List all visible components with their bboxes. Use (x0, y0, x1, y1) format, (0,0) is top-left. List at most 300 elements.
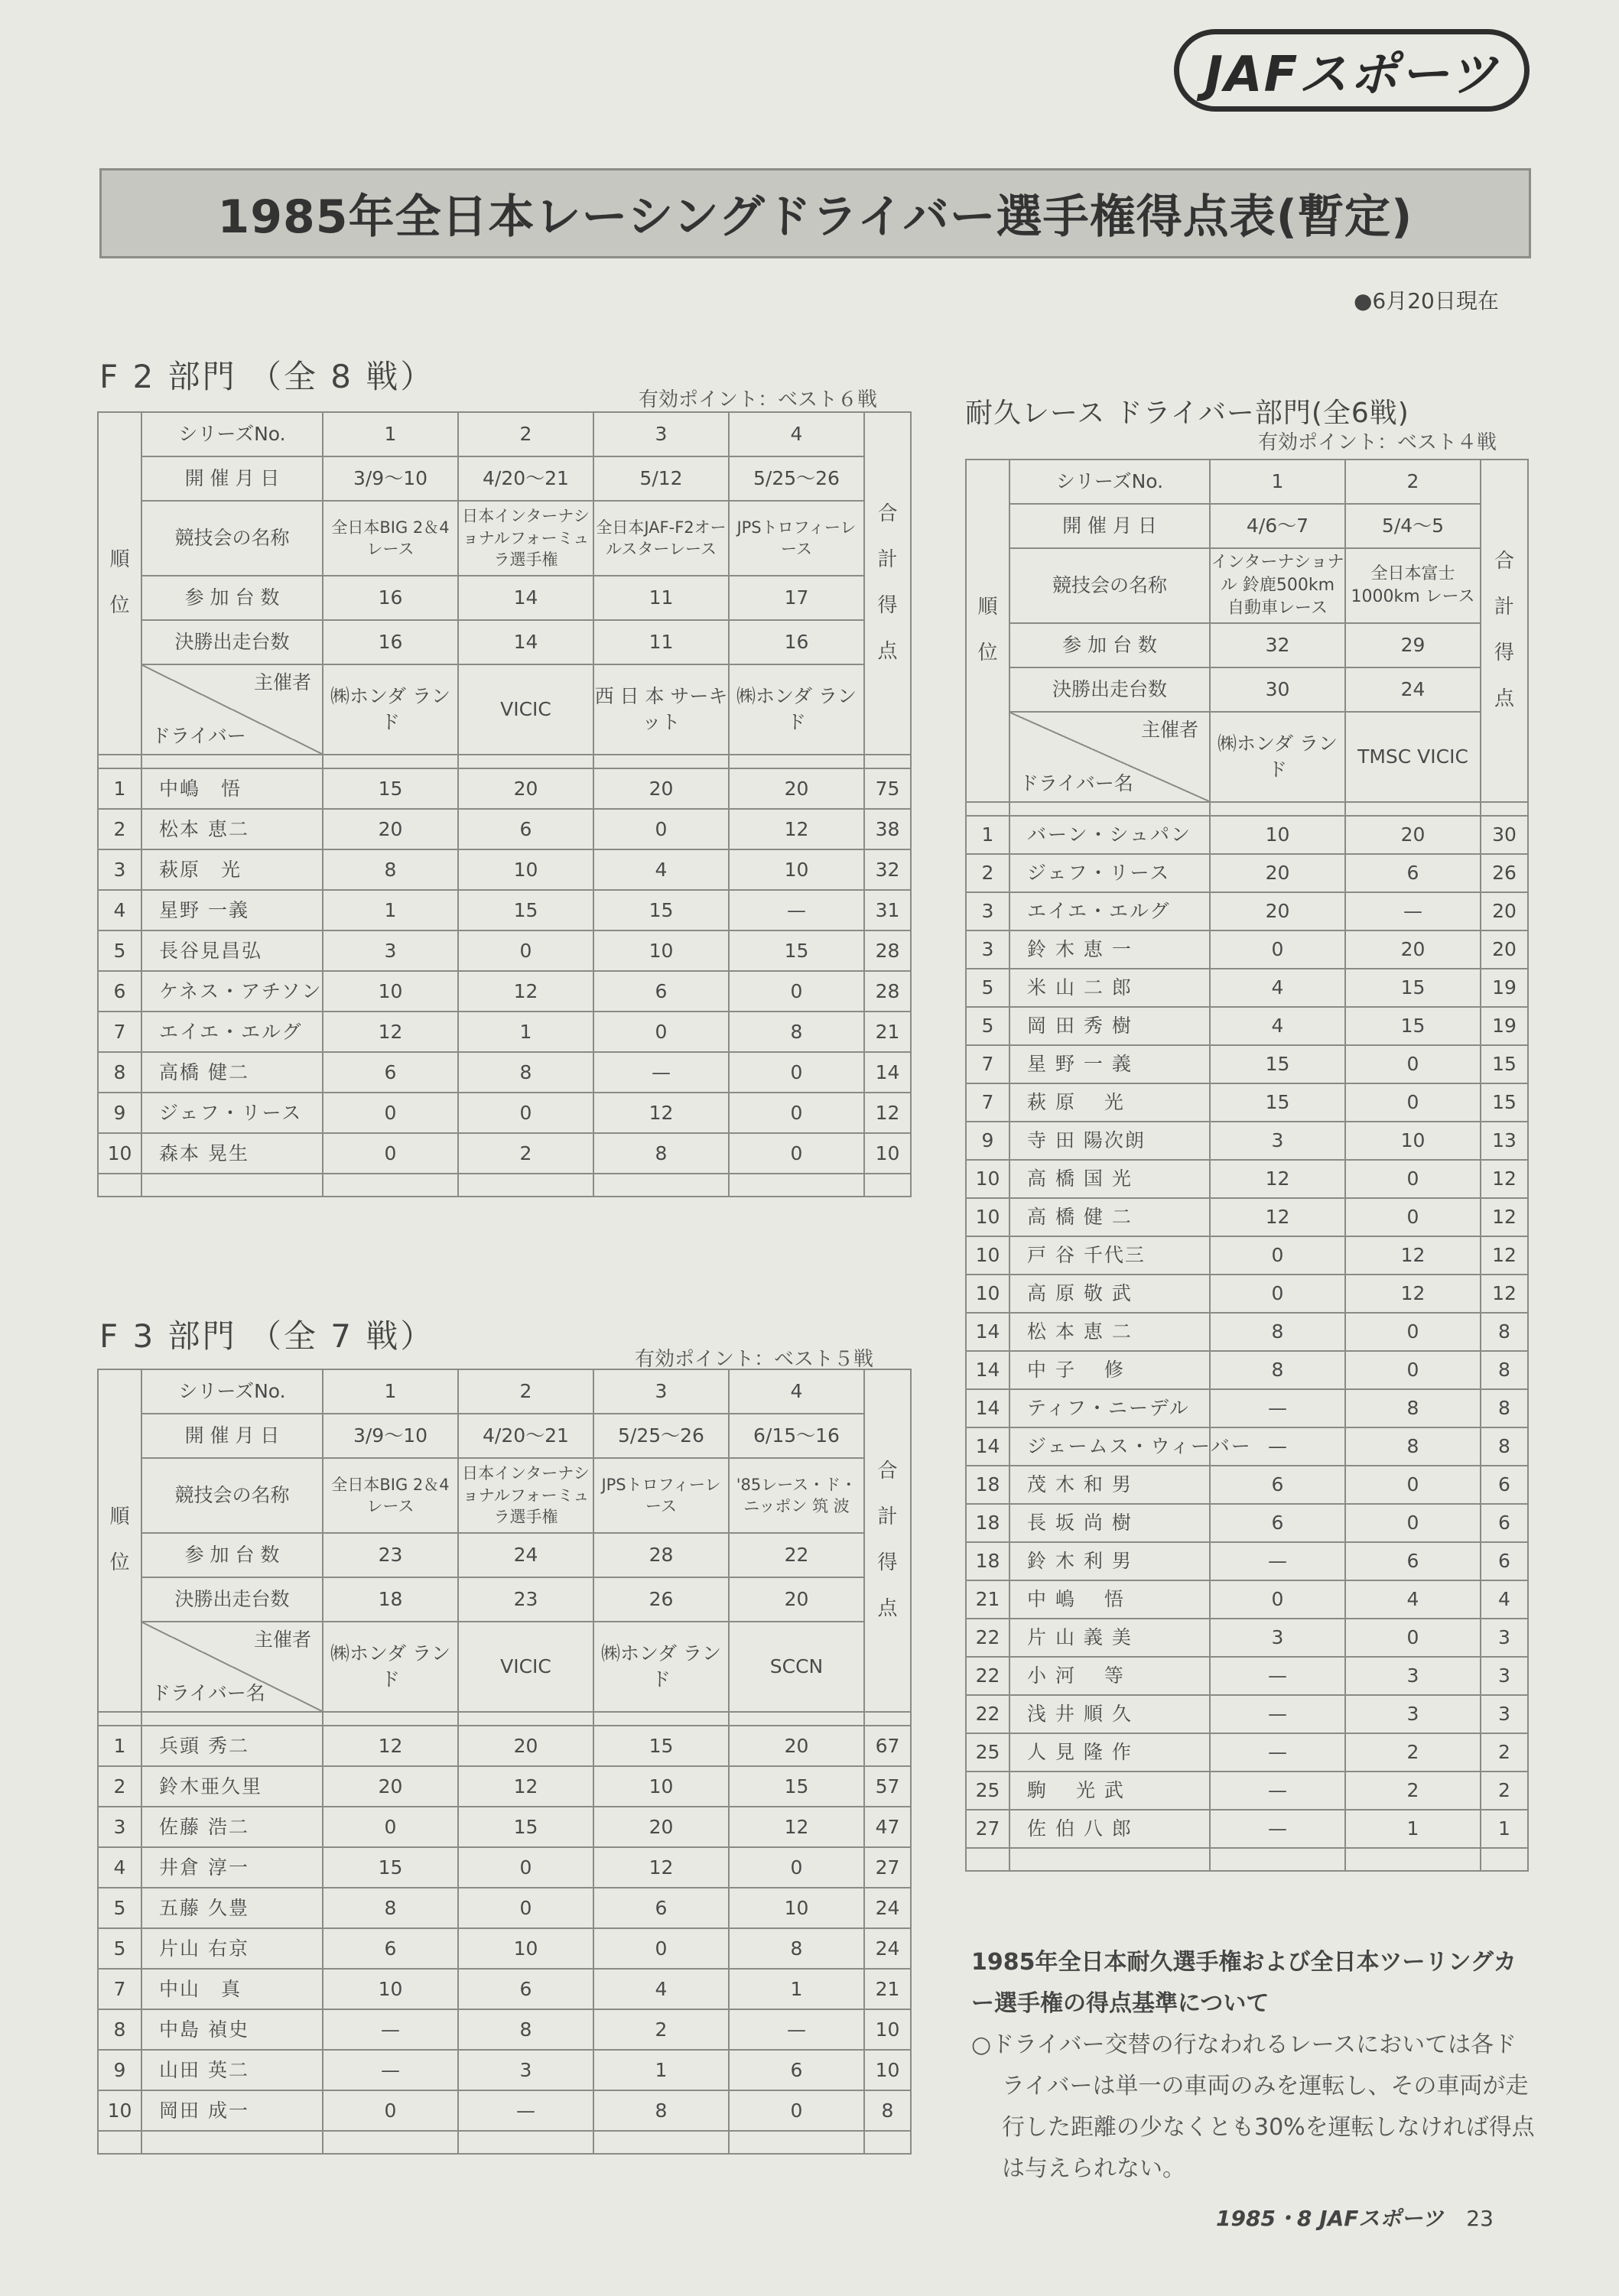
points-cell: 10 (593, 1766, 729, 1807)
spacer-cell (593, 1712, 729, 1726)
driver-cell: 佐 伯 八 郎 (1009, 1810, 1210, 1848)
driver-cell: ケネス・アチソン (141, 971, 323, 1012)
rank-cell: 22 (966, 1657, 1009, 1695)
spacer-cell (864, 1174, 911, 1197)
driver-header: ドライバー名 (151, 1682, 265, 1705)
spacer-cell (98, 755, 141, 768)
spacer-cell (1009, 802, 1210, 816)
rank-cell: 7 (98, 1012, 141, 1052)
rank-cell: 14 (966, 1389, 1009, 1427)
points-cell: 20 (729, 768, 864, 809)
table-row (966, 1466, 1528, 1504)
points-cell: 12 (729, 1807, 864, 1847)
points-cell: 12 (593, 1847, 729, 1888)
entrants-header: 参 加 台 数 (141, 576, 323, 620)
points-cell: 6 (1345, 854, 1481, 892)
points-cell: 0 (729, 1093, 864, 1133)
total-header-label: 合計得点 (877, 502, 898, 663)
table-row (966, 892, 1528, 930)
points-cell: — (1210, 1542, 1345, 1580)
points-cell: 20 (458, 1726, 593, 1766)
total-cell: 6 (1481, 1466, 1528, 1504)
points-cell: 15 (593, 890, 729, 930)
f3-standings-table (97, 1369, 912, 2155)
spacer-cell (141, 1174, 323, 1197)
driver-cell: ジェームス・ウィーバー (1009, 1427, 1210, 1466)
driver-cell: 中 子 修 (1009, 1351, 1210, 1389)
spacer-cell (1009, 1848, 1210, 1871)
total-cell: 31 (864, 890, 911, 930)
points-cell: — (593, 1052, 729, 1093)
points-cell: 15 (458, 890, 593, 930)
points-cell: 20 (323, 809, 458, 849)
points-cell: 10 (729, 1888, 864, 1928)
f3-effective-points: 有効ポイント：ベスト５戦 (635, 1348, 874, 1371)
round-finals: 20 (729, 1577, 864, 1622)
spacer-cell (323, 2131, 458, 2154)
table-row (98, 2090, 911, 2131)
series-header: シリーズNo. (141, 412, 323, 456)
spacer-cell (323, 1712, 458, 1726)
total-cell: 8 (1481, 1389, 1528, 1427)
round-date: 3/9～10 (323, 1414, 458, 1458)
points-cell: 8 (458, 2009, 593, 2050)
points-cell: 12 (458, 1766, 593, 1807)
finals-header: 決勝出走台数 (1009, 667, 1210, 712)
points-cell: 10 (458, 1928, 593, 1969)
round-name: 日本インターナショナルフォーミュラ選手権 (458, 1458, 593, 1533)
round-date: 3/9～10 (323, 456, 458, 501)
spacer-cell (729, 1174, 864, 1197)
date-header: 開 催 月 日 (141, 1414, 323, 1458)
round-organizer: VICIC (458, 664, 593, 755)
total-cell: 19 (1481, 1007, 1528, 1045)
points-cell: — (1210, 1772, 1345, 1810)
points-cell: 20 (1210, 854, 1345, 892)
total-cell: 20 (1481, 892, 1528, 930)
rank-cell: 8 (98, 1052, 141, 1093)
points-cell: 8 (458, 1052, 593, 1093)
spacer-cell (1481, 1848, 1528, 1871)
rank-cell: 5 (966, 1007, 1009, 1045)
total-cell: 38 (864, 809, 911, 849)
organizer-driver-header (141, 1622, 323, 1712)
points-cell: — (729, 2009, 864, 2050)
spacer-cell (1210, 1848, 1345, 1871)
spacer-cell (458, 1174, 593, 1197)
finals-header: 決勝出走台数 (141, 620, 323, 664)
points-cell: 0 (1210, 1275, 1345, 1313)
notes-heading: 1985年全日本耐久選手権および全日本ツーリングカー選手権の得点基準について (971, 1949, 1517, 2017)
driver-cell: 米 山 二 郎 (1009, 969, 1210, 1007)
driver-cell: 戸 谷 千代三 (1009, 1236, 1210, 1275)
points-cell: 0 (729, 2090, 864, 2131)
f2-standings-table (97, 411, 912, 1197)
rank-cell: 18 (966, 1504, 1009, 1542)
points-cell: 0 (593, 809, 729, 849)
points-cell: 0 (1210, 930, 1345, 969)
magazine-logo: JAFスポーツ (1174, 29, 1530, 112)
table-row (966, 1351, 1528, 1389)
points-cell: 10 (323, 1969, 458, 2009)
table-row (966, 1427, 1528, 1466)
points-cell: 0 (323, 2090, 458, 2131)
points-cell: 15 (729, 1766, 864, 1807)
rank-cell: 3 (966, 930, 1009, 969)
date-note: ●6月20日現在 (1354, 288, 1499, 313)
total-cell: 3 (1481, 1695, 1528, 1733)
points-cell: 0 (1345, 1045, 1481, 1083)
driver-cell: 高橋 健二 (141, 1052, 323, 1093)
total-cell: 12 (1481, 1275, 1528, 1313)
points-cell: 3 (1345, 1695, 1481, 1733)
table-row (966, 1198, 1528, 1236)
points-cell: 10 (593, 930, 729, 971)
points-cell: 20 (1345, 930, 1481, 969)
points-cell: 20 (593, 1807, 729, 1847)
points-cell: 6 (323, 1052, 458, 1093)
total-header (1481, 460, 1528, 802)
points-cell: 8 (593, 2090, 729, 2131)
points-cell: 15 (1210, 1045, 1345, 1083)
round-finals: 11 (593, 620, 729, 664)
total-cell: 6 (1481, 1542, 1528, 1580)
table-row (98, 1847, 911, 1888)
rank-cell: 14 (966, 1313, 1009, 1351)
points-cell: 20 (729, 1726, 864, 1766)
spacer-cell (323, 755, 458, 768)
points-cell: 12 (1345, 1236, 1481, 1275)
rank-header (966, 460, 1009, 802)
points-cell: 6 (458, 809, 593, 849)
f3-section-title: F 3 部門 （全 7 戦） (99, 1317, 435, 1355)
driver-cell: ジェフ・リース (1009, 854, 1210, 892)
total-header (864, 412, 911, 755)
round-finals: 18 (323, 1577, 458, 1622)
round-no: 3 (593, 412, 729, 456)
round-date: 5/25～26 (729, 456, 864, 501)
points-cell: 0 (1345, 1504, 1481, 1542)
table-row (966, 1619, 1528, 1657)
organizer-header: 主催者 (253, 1629, 311, 1651)
driver-cell: エイエ・エルグ (141, 1012, 323, 1052)
points-cell: 15 (323, 768, 458, 809)
total-cell: 10 (864, 1133, 911, 1174)
rank-cell: 27 (966, 1810, 1009, 1848)
points-cell: 0 (1210, 1580, 1345, 1619)
total-cell: 67 (864, 1726, 911, 1766)
rank-header-label: 順位 (109, 1505, 130, 1574)
driver-cell: 高 原 敬 武 (1009, 1275, 1210, 1313)
rank-cell: 7 (966, 1083, 1009, 1122)
points-cell: 0 (729, 1052, 864, 1093)
rank-cell: 22 (966, 1695, 1009, 1733)
driver-cell: 中島 禎史 (141, 2009, 323, 2050)
points-cell: 0 (729, 971, 864, 1012)
total-cell: 15 (1481, 1083, 1528, 1122)
footer-issue: 1985・8 JAFスポーツ (1216, 2206, 1444, 2231)
rank-cell: 10 (98, 2090, 141, 2131)
organizer-driver-header (1009, 712, 1210, 802)
rank-cell: 10 (98, 1133, 141, 1174)
driver-cell: 中山 真 (141, 1969, 323, 2009)
total-cell: 28 (864, 971, 911, 1012)
spacer-cell (98, 1174, 141, 1197)
points-cell: — (323, 2009, 458, 2050)
points-cell: — (458, 2090, 593, 2131)
table-row (98, 768, 911, 809)
rank-header-label: 順位 (109, 548, 130, 617)
rank-cell: 3 (98, 1807, 141, 1847)
round-no: 2 (458, 1369, 593, 1414)
driver-cell: 星野 一義 (141, 890, 323, 930)
rank-cell: 5 (98, 930, 141, 971)
table-row (966, 1772, 1528, 1810)
round-date: 6/15～16 (729, 1414, 864, 1458)
rank-cell: 18 (966, 1466, 1009, 1504)
points-cell: 15 (1345, 969, 1481, 1007)
table-row (966, 1580, 1528, 1619)
table-row (98, 1807, 911, 1847)
round-name: 全日本JAF-F2オールスターレース (593, 501, 729, 576)
total-cell: 27 (864, 1847, 911, 1888)
points-cell: 0 (1345, 1619, 1481, 1657)
table-row (98, 1133, 911, 1174)
total-cell: 13 (1481, 1122, 1528, 1160)
rank-cell: 1 (98, 1726, 141, 1766)
round-name: '85レース・ド・ニッポン 筑 波 (729, 1458, 864, 1533)
round-entrants: 14 (458, 576, 593, 620)
total-cell: 12 (1481, 1160, 1528, 1198)
endurance-standings-table (965, 459, 1529, 1872)
driver-cell: 片山 右京 (141, 1928, 323, 1969)
entrants-header: 参 加 台 数 (1009, 623, 1210, 667)
total-header-label: 合計得点 (877, 1460, 898, 1620)
total-cell: 57 (864, 1766, 911, 1807)
driver-cell: 森本 晃生 (141, 1133, 323, 1174)
points-cell: 15 (593, 1726, 729, 1766)
points-cell: — (1210, 1695, 1345, 1733)
points-cell: 20 (323, 1766, 458, 1807)
table-row (966, 1045, 1528, 1083)
total-cell: 28 (864, 930, 911, 971)
date-header: 開 催 月 日 (1009, 504, 1210, 548)
points-cell: 8 (1345, 1389, 1481, 1427)
driver-cell: 浅 井 順 久 (1009, 1695, 1210, 1733)
round-no: 2 (1345, 460, 1481, 504)
table-row (966, 1007, 1528, 1045)
spacer-cell (593, 755, 729, 768)
rank-cell: 9 (966, 1122, 1009, 1160)
rank-header (98, 412, 141, 755)
round-organizer: ㈱ホンダ ランド (593, 1622, 729, 1712)
points-cell: 4 (1345, 1580, 1481, 1619)
rank-cell: 10 (966, 1236, 1009, 1275)
rank-cell: 18 (966, 1542, 1009, 1580)
total-cell: 15 (1481, 1045, 1528, 1083)
round-no: 2 (458, 412, 593, 456)
round-organizer: TMSC VICIC (1345, 712, 1481, 802)
driver-header: ドライバー名 (1019, 772, 1133, 795)
points-cell: 12 (1210, 1198, 1345, 1236)
table-row (966, 930, 1528, 969)
table-row (966, 1083, 1528, 1122)
points-cell: 8 (1210, 1351, 1345, 1389)
points-cell: 6 (1210, 1504, 1345, 1542)
points-cell: — (729, 890, 864, 930)
round-organizer: ㈱ホンダ ランド (323, 664, 458, 755)
table-row (98, 1726, 911, 1766)
points-cell: 1 (593, 2050, 729, 2090)
driver-cell: 岡田 成一 (141, 2090, 323, 2131)
table-row (966, 1695, 1528, 1733)
points-cell: 6 (458, 1969, 593, 2009)
points-cell: 2 (458, 1133, 593, 1174)
driver-cell: 鈴 木 利 男 (1009, 1542, 1210, 1580)
round-no: 1 (1210, 460, 1345, 504)
rank-cell: 14 (966, 1351, 1009, 1389)
total-cell: 21 (864, 1012, 911, 1052)
rank-cell: 1 (966, 816, 1009, 854)
points-cell: 0 (593, 1928, 729, 1969)
points-cell: 20 (1210, 892, 1345, 930)
total-cell: 2 (1481, 1733, 1528, 1772)
points-cell: 0 (729, 1133, 864, 1174)
driver-cell: 高 橋 国 光 (1009, 1160, 1210, 1198)
round-entrants: 17 (729, 576, 864, 620)
total-cell: 47 (864, 1807, 911, 1847)
table-row (98, 971, 911, 1012)
round-organizer: SCCN (729, 1622, 864, 1712)
rank-cell: 21 (966, 1580, 1009, 1619)
points-cell: 2 (593, 2009, 729, 2050)
points-cell: — (1210, 1810, 1345, 1848)
driver-cell: 茂 木 和 男 (1009, 1466, 1210, 1504)
points-cell: 0 (1345, 1083, 1481, 1122)
points-cell: 12 (729, 809, 864, 849)
total-cell: 8 (1481, 1351, 1528, 1389)
rank-header (98, 1369, 141, 1712)
round-date: 4/20～21 (458, 456, 593, 501)
total-cell: 8 (1481, 1427, 1528, 1466)
points-cell: 8 (729, 1012, 864, 1052)
round-entrants: 32 (1210, 623, 1345, 667)
rank-cell: 5 (98, 1888, 141, 1928)
points-cell: — (1210, 1657, 1345, 1695)
points-cell: 8 (323, 1888, 458, 1928)
entrants-header: 参 加 台 数 (141, 1533, 323, 1577)
points-cell: 6 (1210, 1466, 1345, 1504)
total-cell: 14 (864, 1052, 911, 1093)
rank-cell: 9 (98, 2050, 141, 2090)
total-cell: 3 (1481, 1619, 1528, 1657)
points-cell: 6 (593, 1888, 729, 1928)
round-date: 4/20～21 (458, 1414, 593, 1458)
round-finals: 30 (1210, 667, 1345, 712)
round-date: 5/4～5 (1345, 504, 1481, 548)
total-cell: 75 (864, 768, 911, 809)
spacer-cell (98, 2131, 141, 2154)
spacer-cell (966, 1848, 1009, 1871)
driver-cell: 松本 恵二 (141, 809, 323, 849)
driver-cell: 萩原 光 (141, 849, 323, 890)
driver-cell: エイエ・エルグ (1009, 892, 1210, 930)
round-name: JPSトロフィーレース (593, 1458, 729, 1533)
driver-cell: 長谷見昌弘 (141, 930, 323, 971)
spacer-cell (1345, 1848, 1481, 1871)
points-cell: 8 (593, 1133, 729, 1174)
points-cell: 12 (458, 971, 593, 1012)
points-cell: 10 (323, 971, 458, 1012)
points-cell: 0 (1345, 1351, 1481, 1389)
points-cell: 10 (1345, 1122, 1481, 1160)
driver-cell: 高 橋 健 二 (1009, 1198, 1210, 1236)
round-organizer: ㈱ホンダ ランド (1210, 712, 1345, 802)
driver-cell: 萩 原 光 (1009, 1083, 1210, 1122)
table-row (966, 1542, 1528, 1580)
rank-cell: 3 (98, 849, 141, 890)
points-cell: 0 (1345, 1466, 1481, 1504)
spacer-cell (593, 2131, 729, 2154)
driver-cell: 兵頭 秀二 (141, 1726, 323, 1766)
driver-cell: 星 野 一 義 (1009, 1045, 1210, 1083)
round-date: 5/12 (593, 456, 729, 501)
table-row (98, 809, 911, 849)
points-cell: 4 (1210, 1007, 1345, 1045)
rank-cell: 14 (966, 1427, 1009, 1466)
spacer-cell (323, 1174, 458, 1197)
points-cell: 3 (458, 2050, 593, 2090)
driver-cell: 岡 田 秀 樹 (1009, 1007, 1210, 1045)
points-cell: 0 (458, 1888, 593, 1928)
round-organizer: VICIC (458, 1622, 593, 1712)
round-entrants: 22 (729, 1533, 864, 1577)
points-cell: 3 (1210, 1122, 1345, 1160)
name-header: 競技会の名称 (141, 501, 323, 576)
points-cell: 10 (458, 849, 593, 890)
round-organizer: ㈱ホンダ ランド (323, 1622, 458, 1712)
round-name: 全日本富士 1000km レース (1345, 548, 1481, 623)
round-finals: 16 (729, 620, 864, 664)
page-title: 1985年全日本レーシングドライバー選手権得点表(暫定) (99, 168, 1531, 258)
points-cell: — (1210, 1733, 1345, 1772)
points-cell: 1 (323, 890, 458, 930)
spacer-cell (1345, 802, 1481, 816)
table-row (966, 1275, 1528, 1313)
total-cell: 32 (864, 849, 911, 890)
driver-cell: 松 本 恵 二 (1009, 1313, 1210, 1351)
spacer-cell (729, 755, 864, 768)
total-cell: 26 (1481, 854, 1528, 892)
rank-cell: 4 (98, 890, 141, 930)
driver-cell: 中嶋 悟 (141, 768, 323, 809)
table-row (98, 1012, 911, 1052)
table-row (98, 890, 911, 930)
round-entrants: 11 (593, 576, 729, 620)
spacer-cell (458, 755, 593, 768)
points-cell: 15 (1345, 1007, 1481, 1045)
driver-cell: 長 坂 尚 樹 (1009, 1504, 1210, 1542)
rank-cell: 10 (966, 1160, 1009, 1198)
total-cell: 30 (1481, 816, 1528, 854)
name-header: 競技会の名称 (1009, 548, 1210, 623)
table-row (966, 969, 1528, 1007)
round-name: 日本インターナショナルフォーミュラ選手権 (458, 501, 593, 576)
driver-cell: 寺 田 陽次朗 (1009, 1122, 1210, 1160)
name-header: 競技会の名称 (141, 1458, 323, 1533)
table-row (966, 1733, 1528, 1772)
points-cell: 3 (323, 930, 458, 971)
